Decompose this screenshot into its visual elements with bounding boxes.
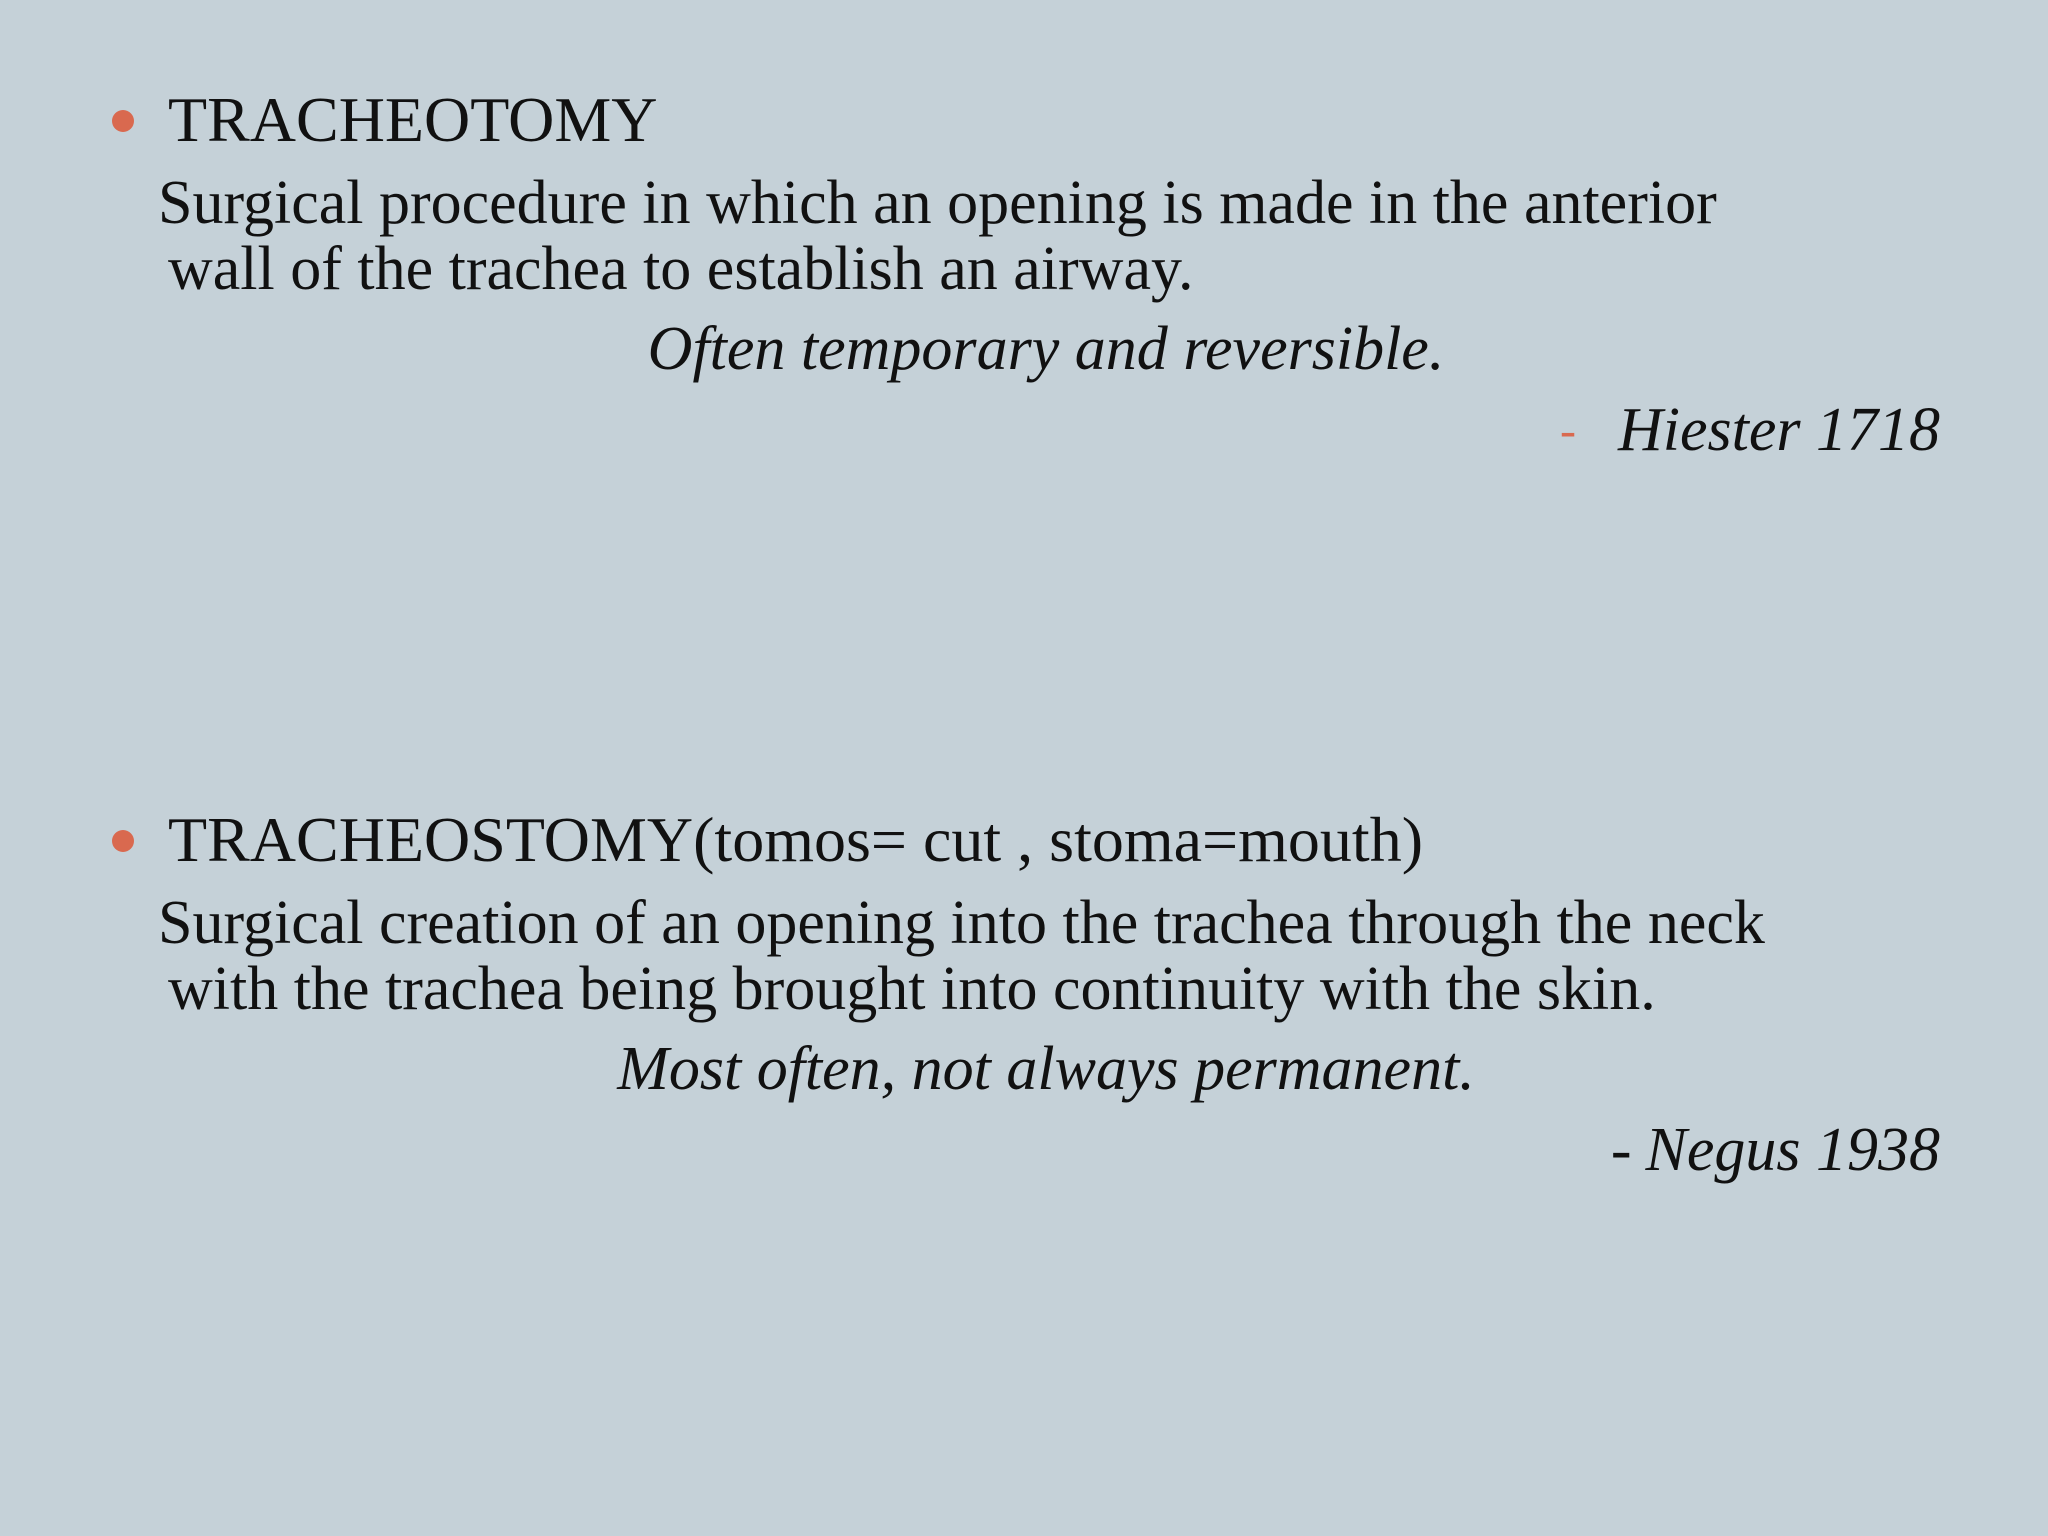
section-heading: TRACHEOSTOMY(tomos= cut , stoma=mouth): [168, 804, 1423, 875]
bullet-dot-icon: [112, 830, 134, 852]
section-heading: TRACHEOTOMY: [168, 84, 658, 155]
definition-line-2: with the trachea being brought into continuity with the skin.: [168, 955, 1656, 1023]
bullet-line: [0, 800, 2048, 880]
section-tracheostomy: [0, 800, 2048, 1184]
italic-note: Most often, not always permanent.: [617, 1035, 1475, 1103]
bullet-line: [0, 80, 2048, 160]
attribution: [1611, 1115, 1940, 1185]
section-tracheotomy: [0, 80, 2048, 464]
attribution-text: Hiester 1718: [1617, 396, 1940, 464]
definition-line-2: wall of the trachea to establish an airway.: [168, 235, 1194, 303]
definition-line-1: Surgical procedure in which an opening is made in the anterior: [158, 169, 1717, 237]
attribution-text: Negus 1938: [1645, 1116, 1940, 1184]
definition-line-1: Surgical creation of an opening into the trachea through the neck: [158, 889, 1765, 957]
attribution-dash: -: [1559, 404, 1576, 457]
bullet-dot-icon: [112, 110, 134, 132]
attribution: [1560, 395, 1940, 466]
attribution-dash: -: [1610, 1116, 1632, 1184]
italic-note: Often temporary and reversible.: [647, 315, 1445, 383]
